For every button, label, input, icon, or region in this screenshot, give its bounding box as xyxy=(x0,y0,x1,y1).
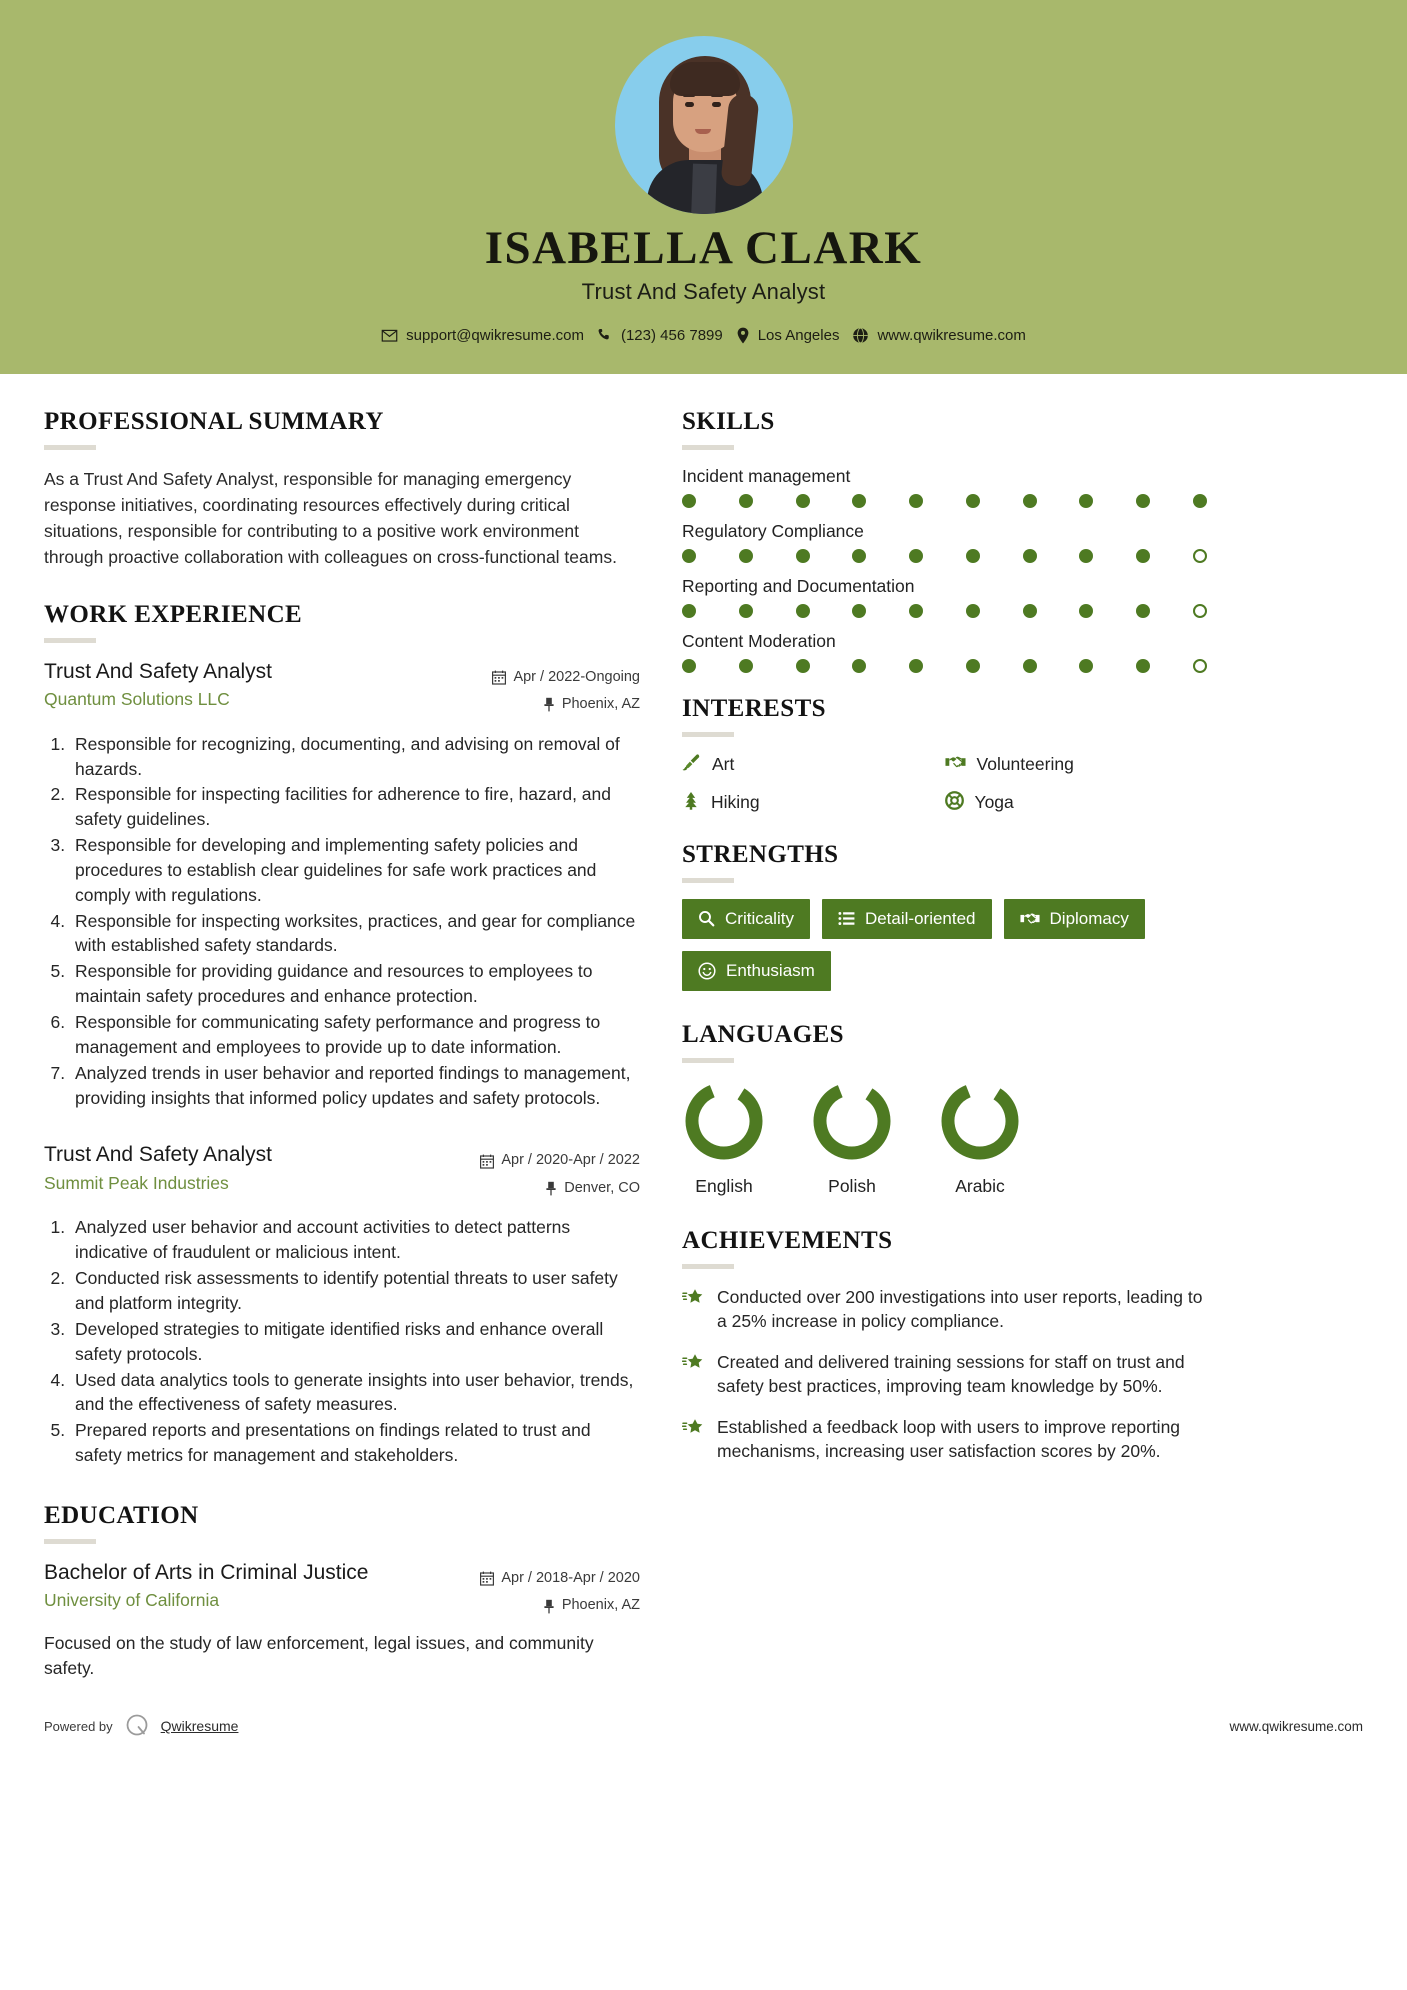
list-item: 2. Conducted risk assessments to identify potential threats to user safety and platform integrity. xyxy=(70,1266,640,1316)
section-title-education: EDUCATION xyxy=(44,1501,199,1529)
skill-label: Reporting and Documentation xyxy=(682,575,915,596)
strength-chip-criticality[interactable] xyxy=(682,899,810,939)
strength-label: Enthusiasm xyxy=(726,960,815,980)
section-strengths xyxy=(682,841,1207,991)
education-institution: University of California xyxy=(44,1590,220,1611)
skill-dot-filled xyxy=(1136,549,1150,563)
handshake-icon xyxy=(1020,910,1040,928)
pushpin-icon xyxy=(543,697,555,712)
work-entry-role: Trust And Safety Analyst xyxy=(44,659,273,683)
skill-dot-filled xyxy=(1023,659,1037,673)
language-progress-ring xyxy=(938,1079,1022,1168)
work-entry-date xyxy=(492,664,640,692)
work-entry-role: Trust And Safety Analyst xyxy=(44,1143,273,1167)
work-entry xyxy=(44,1142,640,1468)
section-title-interests: INTERESTS xyxy=(682,694,826,722)
skill-item xyxy=(682,631,1207,673)
shooting-star-icon xyxy=(682,1285,704,1313)
education-entry xyxy=(44,1560,640,1682)
work-entry-date-text: Apr / 2022-Ongoing xyxy=(513,668,640,685)
skill-dot-filled xyxy=(909,659,923,673)
powered-by-label: Powered by xyxy=(44,1718,113,1734)
skill-dot-empty xyxy=(1193,549,1207,563)
section-rule xyxy=(682,878,734,883)
skill-dot-filled xyxy=(682,494,696,508)
skill-dot-filled xyxy=(909,549,923,563)
contact-location-text: Los Angeles xyxy=(757,326,840,344)
skill-dot-filled xyxy=(739,494,753,508)
achievement-text: Established a feedback loop with users to improve reporting mechanisms, increasing user satisfaction scores by 20%. xyxy=(717,1416,1181,1462)
list-item: 6. Responsible for communicating safety performance and progress to management and employees to provide up to date information. xyxy=(70,1010,640,1060)
work-entry-organization: Summit Peak Industries xyxy=(44,1172,229,1193)
skill-dot-filled xyxy=(1079,494,1093,508)
skill-dot-filled xyxy=(1136,604,1150,618)
interest-label: Yoga xyxy=(974,792,1014,813)
lifebuoy-icon xyxy=(945,791,964,815)
section-rule xyxy=(682,732,734,737)
section-title-languages: LANGUAGES xyxy=(682,1020,844,1048)
skill-item xyxy=(682,466,1207,508)
work-entry-bullets xyxy=(70,732,640,1111)
section-rule xyxy=(682,1058,734,1063)
calendar-icon xyxy=(480,1571,494,1586)
skill-dot-filled xyxy=(739,604,753,618)
skill-item xyxy=(682,576,1207,618)
list-item: 3. Developed strategies to mitigate identified risks and enhance overall safety protocols. xyxy=(70,1317,640,1367)
education-entry-header xyxy=(44,1560,640,1620)
interests-grid xyxy=(682,753,1207,815)
qwikresume-brand-link[interactable]: Qwikresume xyxy=(160,1718,239,1735)
skill-dot-filled xyxy=(1079,549,1093,563)
work-entry-location xyxy=(492,691,640,719)
section-title-achievements: ACHIEVEMENTS xyxy=(682,1226,893,1254)
powered-by xyxy=(44,1712,238,1741)
section-title-professional-summary: PROFESSIONAL SUMMARY xyxy=(44,407,384,435)
section-achievements xyxy=(682,1227,1207,1464)
skill-label: Content Moderation xyxy=(682,630,836,651)
skill-label: Regulatory Compliance xyxy=(682,520,864,541)
resume-footer xyxy=(0,1712,1407,1741)
skill-dot-filled xyxy=(796,494,810,508)
interest-item-hiking xyxy=(682,791,945,815)
section-work-experience xyxy=(44,601,640,1468)
strength-label: Diplomacy xyxy=(1049,908,1129,928)
language-progress-ring xyxy=(682,1079,766,1168)
education-description: Focused on the study of law enforcement, legal issues, and community safety. xyxy=(44,1633,594,1679)
interest-item-volunteering xyxy=(945,753,1208,777)
skill-dot-filled xyxy=(852,659,866,673)
work-entry xyxy=(44,659,640,1111)
contact-website-text: www.qwikresume.com xyxy=(877,326,1026,344)
education-location-text: Phoenix, AZ xyxy=(561,1597,640,1614)
skill-dot-filled xyxy=(1136,494,1150,508)
language-label: English xyxy=(695,1175,753,1196)
achievement-item xyxy=(682,1285,1207,1334)
skill-dot-empty xyxy=(1193,604,1207,618)
contact-phone[interactable] xyxy=(597,327,723,344)
work-entry-location-text: Phoenix, AZ xyxy=(561,696,640,713)
list-item: 7. Analyzed trends in user behavior and reported findings to management, providing insights that informed policy updates and safety protocols. xyxy=(70,1061,640,1111)
contact-website[interactable] xyxy=(852,327,1025,344)
list-item: 4. Responsible for inspecting worksites, practices, and gear for compliance with established safety standards. xyxy=(70,909,640,959)
skill-dot-filled xyxy=(852,604,866,618)
interest-label: Art xyxy=(712,754,735,775)
language-label: Polish xyxy=(828,1175,876,1196)
education-entry-meta xyxy=(480,1560,640,1620)
section-education xyxy=(44,1502,640,1682)
skill-dot-filled xyxy=(852,494,866,508)
list-item: 4. Used data analytics tools to generate insights into user behavior, trends, and the effectiveness of safety measures. xyxy=(70,1368,640,1418)
strength-chip-enthusiasm[interactable] xyxy=(682,951,831,991)
contact-row xyxy=(0,327,1407,344)
skill-dot-filled xyxy=(1079,604,1093,618)
skill-dot-filled xyxy=(1023,494,1037,508)
interest-item-yoga xyxy=(945,791,1208,815)
list-item: 5. Prepared reports and presentations on findings related to trust and safety metrics for management and stakeholders. xyxy=(70,1418,640,1468)
interest-item-art xyxy=(682,753,945,777)
skill-dot-filled xyxy=(796,549,810,563)
work-entry-date-text: Apr / 2020-Apr / 2022 xyxy=(501,1152,640,1169)
interest-label: Hiking xyxy=(711,792,760,813)
list-item: 3. Responsible for developing and implementing safety policies and procedures to establish clear guidelines for safe work practices and comply with regulations. xyxy=(70,833,640,908)
section-rule xyxy=(682,445,734,450)
section-skills xyxy=(682,408,1207,673)
language-item-english xyxy=(682,1079,766,1197)
achievement-text: Conducted over 200 investigations into user reports, leading to a 25% increase in policy compliance. xyxy=(717,1286,1203,1332)
achievement-item xyxy=(682,1415,1207,1464)
footer-website-url: www.qwikresume.com xyxy=(1229,1718,1363,1734)
languages-list xyxy=(682,1079,1207,1197)
work-entry-meta xyxy=(492,659,640,719)
contact-email-text: support@qwikresume.com xyxy=(406,326,584,344)
skill-dot-filled xyxy=(1193,494,1207,508)
section-languages xyxy=(682,1021,1207,1197)
skill-dot-filled xyxy=(909,604,923,618)
paintbrush-icon xyxy=(682,753,701,777)
strengths-list xyxy=(682,899,1207,991)
education-location xyxy=(480,1592,640,1620)
skill-rating xyxy=(682,659,1207,673)
skill-dot-filled xyxy=(796,659,810,673)
right-column xyxy=(682,408,1207,1480)
header-job-title: Trust And Safety Analyst xyxy=(581,278,826,304)
section-title-skills: SKILLS xyxy=(682,407,775,435)
search-icon xyxy=(698,910,715,927)
skill-dot-filled xyxy=(966,659,980,673)
calendar-icon xyxy=(480,1154,494,1169)
phone-icon xyxy=(597,327,613,343)
section-rule xyxy=(44,1539,96,1544)
strength-chip-diplomacy[interactable] xyxy=(1004,899,1145,939)
qwikresume-logo-icon xyxy=(124,1712,150,1741)
skill-dot-filled xyxy=(1023,604,1037,618)
work-entry-bullets xyxy=(70,1215,640,1467)
handshake-icon xyxy=(945,753,966,777)
globe-icon xyxy=(852,327,869,344)
education-degree: Bachelor of Arts in Criminal Justice xyxy=(44,1560,369,1584)
skill-dot-filled xyxy=(966,494,980,508)
work-entry-organization: Quantum Solutions LLC xyxy=(44,688,230,709)
skill-dot-filled xyxy=(909,494,923,508)
education-date xyxy=(480,1565,640,1593)
skill-rating xyxy=(682,549,1207,563)
skill-dot-filled xyxy=(1023,549,1037,563)
language-progress-ring xyxy=(810,1079,894,1168)
page-title: ISABELLA CLARK xyxy=(484,222,923,274)
section-professional-summary xyxy=(44,408,640,571)
smiley-icon xyxy=(698,962,716,980)
shooting-star-icon xyxy=(682,1415,704,1443)
left-column xyxy=(44,408,640,1686)
work-entry-header xyxy=(44,1142,640,1202)
shooting-star-icon xyxy=(682,1350,704,1378)
skill-dot-filled xyxy=(682,604,696,618)
skill-dot-filled xyxy=(796,604,810,618)
pushpin-icon xyxy=(545,1181,557,1196)
list-item: 1. Analyzed user behavior and account activities to detect patterns indicative of fraudulent or malicious intent. xyxy=(70,1215,640,1265)
skill-dot-filled xyxy=(1136,659,1150,673)
language-item-arabic xyxy=(938,1079,1022,1197)
section-title-strengths: STRENGTHS xyxy=(682,840,839,868)
section-rule xyxy=(44,638,96,643)
skill-dot-filled xyxy=(739,659,753,673)
list-icon xyxy=(838,910,855,927)
skill-dot-filled xyxy=(966,604,980,618)
avatar xyxy=(615,36,793,214)
professional-summary-text: As a Trust And Safety Analyst, responsible for managing emergency response initiatives, coordinating resources effectively during critical situations, responsible for contributing to a positive work environment through proactive collaboration with colleagues on cross-functional teams. xyxy=(44,468,617,568)
skill-dot-filled xyxy=(966,549,980,563)
resume-header xyxy=(0,0,1407,374)
skill-dot-empty xyxy=(1193,659,1207,673)
contact-email[interactable] xyxy=(381,327,584,344)
list-item: 2. Responsible for inspecting facilities for adherence to fire, hazard, and safety guidelines. xyxy=(70,782,640,832)
resume-body xyxy=(0,374,1407,1686)
strength-label: Detail-oriented xyxy=(864,908,976,928)
skill-label: Incident management xyxy=(682,465,851,486)
language-label: Arabic xyxy=(955,1175,1005,1196)
contact-phone-text: (123) 456 7899 xyxy=(620,326,723,344)
work-entry-meta xyxy=(480,1142,640,1202)
work-entry-header xyxy=(44,659,640,719)
work-entry-location-text: Denver, CO xyxy=(564,1179,640,1196)
skill-item xyxy=(682,521,1207,563)
work-entry-date xyxy=(480,1147,640,1175)
section-interests xyxy=(682,695,1207,815)
skill-rating xyxy=(682,604,1207,618)
envelope-icon xyxy=(381,327,398,344)
section-title-work-experience: WORK EXPERIENCE xyxy=(44,600,303,628)
education-date-text: Apr / 2018-Apr / 2020 xyxy=(501,1569,640,1586)
skill-dot-filled xyxy=(1079,659,1093,673)
skill-dot-filled xyxy=(852,549,866,563)
strength-chip-detail-oriented[interactable] xyxy=(822,899,992,939)
work-entry-location xyxy=(480,1175,640,1203)
skill-dot-filled xyxy=(682,659,696,673)
tree-icon xyxy=(682,791,700,815)
skill-dot-filled xyxy=(739,549,753,563)
language-item-polish xyxy=(810,1079,894,1197)
contact-location xyxy=(736,327,840,344)
achievement-text: Created and delivered training sessions for staff on trust and safety best practices, improving team knowledge by 50%. xyxy=(717,1351,1185,1397)
strength-label: Criticality xyxy=(725,908,794,928)
list-item: 1. Responsible for recognizing, documenting, and advising on removal of hazards. xyxy=(70,732,640,782)
skill-dot-filled xyxy=(682,549,696,563)
location-pin-icon xyxy=(736,327,750,344)
skill-rating xyxy=(682,494,1207,508)
section-rule xyxy=(682,1264,734,1269)
list-item: 5. Responsible for providing guidance and resources to employees to maintain safety procedures and enhance protection. xyxy=(70,959,640,1009)
pushpin-icon xyxy=(543,1599,555,1614)
calendar-icon xyxy=(492,670,506,685)
interest-label: Volunteering xyxy=(976,754,1074,775)
achievement-item xyxy=(682,1350,1207,1399)
section-rule xyxy=(44,445,96,450)
